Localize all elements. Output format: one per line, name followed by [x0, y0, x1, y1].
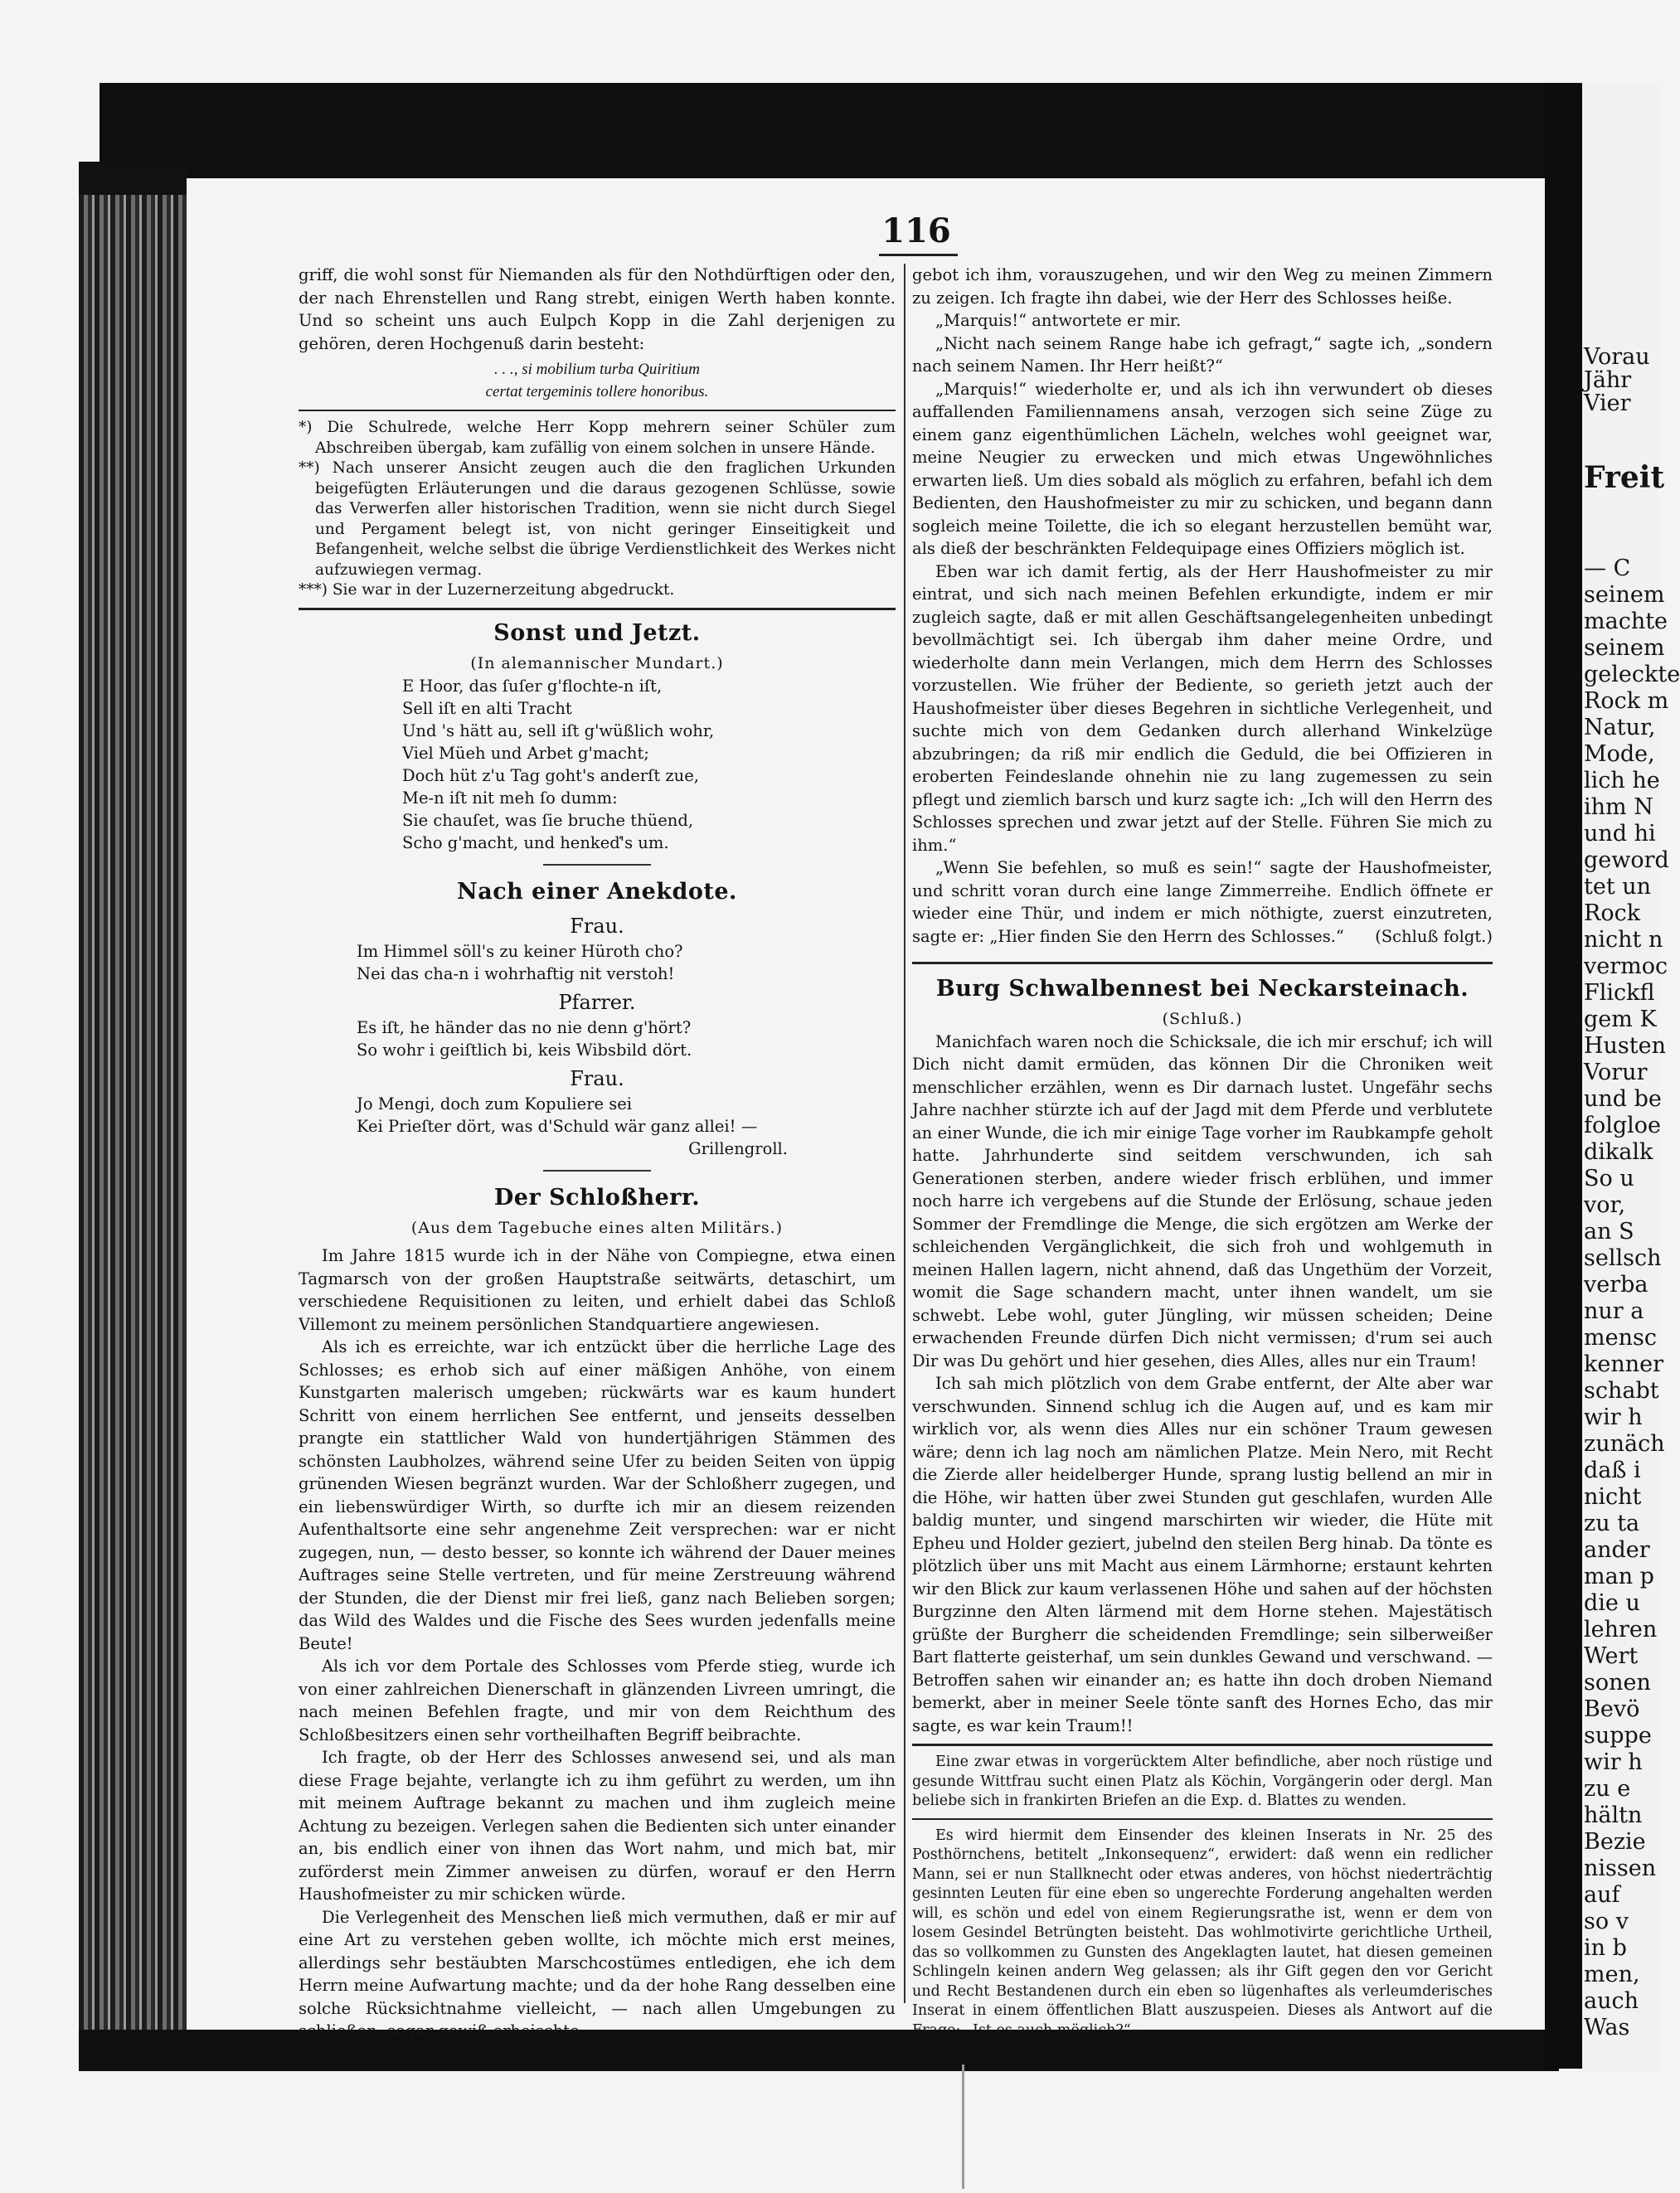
page-number-rule: [879, 254, 958, 256]
edge-fragment-line: Husten: [1584, 1033, 1667, 1059]
poem-line: Es iſt, he händer das no nie denn g'hört?: [357, 1017, 692, 1037]
edge-fragment-line: folgloe: [1584, 1113, 1662, 1138]
edge-fragment-line: vor,: [1584, 1192, 1626, 1218]
edge-fragment-line: Jähr: [1584, 367, 1632, 393]
edge-fragment-line: tet un: [1584, 874, 1652, 900]
edge-fragment-line: wir h: [1584, 1749, 1643, 1775]
edge-fragment-line: lehren: [1584, 1617, 1658, 1642]
edge-fragment-line: — C: [1584, 556, 1631, 581]
edge-fragment-line: an S: [1584, 1219, 1634, 1244]
edge-fragment-line: nur a: [1584, 1298, 1644, 1324]
story-paragraph: gebot ich ihm, vorauszugehen, und wir den Weg zu meinen Zimmern zu zeigen. Ich fragte ihn dabei, wie der Herr des Schlosses heiße.: [912, 265, 1493, 308]
edge-fragment-line: kenner: [1584, 1351, 1664, 1377]
poem-lines: [299, 675, 896, 854]
edge-fragment-line: men,: [1584, 1962, 1640, 1987]
article-subtitle: (Schluß.): [1162, 1009, 1243, 1028]
edge-fragment-line: Was: [1584, 2015, 1630, 2040]
edge-fragment-line: So u: [1584, 1166, 1634, 1191]
edge-fragment-line: Wert: [1584, 1643, 1639, 1669]
speaker: Pfarrer.: [558, 990, 636, 1014]
story-paragraph: Im Jahre 1815 wurde ich in der Nähe von Compiegne, etwa einen Tagmarsch von der großen Hauptstraße seitwärts, detaschirt, um verschiedene Requisitionen zu leiten, und erhielt dabei das Schloß Villemont zu meinem persönlichen Standquartiere angewiesen.: [299, 1246, 896, 1334]
edge-fragment-line: geleckte: [1584, 662, 1680, 687]
footnote: **) Nach unserer Ansicht zeugen auch die den fraglichen Urkunden beigefügten Erläuterungen und die daraus gezogenen Schlüsse, sowie das Verwerfen aller historischen Tradition, wenn sie nicht durch Siegel und Pergament belegt ist, von nicht geringer Einseitigkeit und Befangenheit, welche selbst die übrige Verdienstlichkeit des Werkes nicht aufzuwiegen vermag.: [299, 459, 896, 579]
edge-fragment-line: die u: [1584, 1590, 1640, 1616]
scan-border-right: [1545, 83, 1582, 2069]
edge-fragment-line: Vorur: [1584, 1060, 1648, 1085]
speaker: Frau.: [570, 914, 624, 938]
story-paragraph: Als ich vor dem Portale des Schlosses vom Pferde stieg, wurde ich von einer zahlreichen Dienerschaft in glänzenden Livreen umringt, die nach meinen Befehlen fragte, und mir von dem Reichthum des Schloßbesitzers einen sehr vortheilhaften Begriff beibrachte.: [299, 1657, 896, 1744]
edge-fragment-line: auch: [1584, 1988, 1639, 2014]
story-paragraph: Eben war ich damit fertig, als der Herr Haushofmeister zu mir eintrat, und sich nach meinen Befehlen erkundigte, indem er mir zugleich sagte, daß er mit allen Geschäftsangelegenheiten unbedingt bevollmächtigt sei. Ich übergab ihm daher meine Ordre, und wiederholte dann mein Verlangen, mich dem Herrn des Schlosses vorzustellen. Wie früher der Bediente, so gerieth jetzt auch der Haushofmeister über dieses Begehren in sichtliche Verlegenheit, und suchte mich von dem Gedanken durch allerhand Winkelzüge abzubringen; da riß mir endlich die Geduld, die bei Offizieren in eroberten Feindeslande ohnehin nie zu lang zugemessen zu sein pflegt und ziemlich barsch und kurz sagte ich: „Ich will den Herrn des Schlosses sprechen und zwar jetzt auf der Stelle. Führen Sie mich zu ihm.“: [912, 561, 1493, 855]
edge-fragment-line: nissen: [1584, 1856, 1657, 1881]
story-title: Der Schloßherr.: [493, 1185, 701, 1211]
short-rule: [543, 1170, 651, 1172]
story-paragraph: „Nicht nach seinem Range habe ich gefragt,“ sagte ich, „sondern nach seinem Namen. Ihr Herr heißt?“: [912, 333, 1493, 376]
edge-fragment-line: dikalk: [1584, 1139, 1653, 1165]
next-page-fragment: [1582, 83, 1680, 2073]
story-paragraph: Die Verlegenheit des Menschen ließ mich vermuthen, daß er mir auf eine Art zu verstehen geben wollte, ich möchte mich erst meines, allerdings sehr bestäubten Marschcostümes entledigen, ehe ich dem Herrn meine Aufwartung machte; und da der hohe Rang desselben eine solche Rücksichtnahme vielleicht, — nach allen Umgebungen zu schließen, sogar gewiß erheischte,: [299, 1907, 896, 2040]
story-paragraph: Als ich es erreichte, war ich entzückt über die herrliche Lage des Schlosses; es erhob sich auf einer mäßigen Anhöhe, von einem Kunstgarten malerisch umgeben; rückwärts war es kaum hundert Schritt von einem herrlichen See entfernt, und jenseits desselben prangte ein stattlicher Wald von hundertjährigen Stämmen des schönsten Laubholzes, während seine Ufer zu beiden Seiten von üppig grünenden Wiesen begränzt wurden. War der Schloßherr zugegen, und ein liebenswürdiger Wirth, so durfte ich mir an diesem reizenden Aufenthaltsorte eine sehr angenehme Zeit versprechen: war er nicht zugegen, nun, — desto besser, so konnte ich während der Dauer meines Auftrages seine Stelle vertreten, und für meine Zerstreuung während der Stunden, die der Dienst mir frei ließ, ganz nach Belieben sorgen; das Wild des Waldes und die Fische des Sees wurden jedenfalls meine Beute!: [299, 1337, 896, 1653]
edge-fragment-line: mensc: [1584, 1325, 1657, 1351]
edge-fragment-line: sonen: [1584, 1670, 1651, 1696]
edge-fragment-line: schabt: [1584, 1378, 1659, 1404]
edge-fragment-line: nicht: [1584, 1484, 1642, 1510]
poem-lines: [299, 1016, 896, 1061]
poem-line: Doch hüt z'u Tag goht's anderſt zue,: [402, 765, 699, 785]
edge-fragment-line: und be: [1584, 1086, 1662, 1112]
edge-fragment-line: und hi: [1584, 821, 1656, 847]
section-rule: [299, 608, 896, 610]
footnote: *) Die Schulrede, welche Herr Kopp mehrern seiner Schüler zum Abschreiben übergab, kam zufällig von einem solchen in unsere Hände.: [299, 419, 896, 457]
edge-fragment-line: zu e: [1584, 1776, 1631, 1802]
poem-line: So wohr i geiſtlich bi, keis Wibsbild dört.: [357, 1040, 692, 1060]
poem-lines: [299, 940, 896, 985]
section-rule: [299, 410, 896, 411]
edge-fragment-line: man p: [1584, 1564, 1654, 1589]
edge-fragment-line: daß i: [1584, 1458, 1641, 1483]
left-column: [299, 264, 896, 2043]
section-rule: [912, 962, 1493, 964]
scan-mark: [962, 2064, 964, 2189]
footnote: ***) Sie war in der Luzernerzeitung abgedruckt.: [299, 581, 675, 599]
edge-heading: Freit: [1584, 460, 1665, 495]
short-rule: [543, 864, 651, 866]
scan-border-top: [100, 83, 1559, 178]
edge-fragment-line: seinem: [1584, 582, 1665, 608]
edge-fragment-line: Bevö: [1584, 1696, 1640, 1722]
speaker: Frau.: [570, 1066, 624, 1090]
edge-fragment-line: Bezie: [1584, 1829, 1646, 1855]
article-paragraph: Ich sah mich plötzlich von dem Grabe entfernt, der Alte aber war verschwunden. Sinnend schlug ich die Augen auf, und es kam mir wirklich vor, als wenn dies Alles nur ein schöner Traum gewesen wäre; denn ich lag noch am nämlichen Platze. Mein Nero, mit Recht die Zierde aller heidelberger Hunde, sprang lustig bellend an mir in die Höhe, wir hatten über zwei Stunden gut geschlafen, wurden Alle baldig munter, und singend marschirten wir wieder, die Hüte mit Epheu und Holder geziert, jubelnd den steilen Berg hinab. Da tönte es plötzlich über uns mit Macht aus einem Lärmhorne; erstaunt kehrten wir den Blick zur kaum verlassenen Höhe und sahen auf der höchsten Burgzinne den Alten lärmend mit dem Horne stehen. Majestätisch grüßte der Burgherr die scheidenden Fremdlinge; sein silberweißer Bart flatterte geisterhaf, um sein dunkles Gewand und verschwand. — Betroffen sahen wir einander an; es hatte ihn doch droben Niemand bemerkt, aber in meiner Seele tönte sanft des Hornes Echo, das mir sagte, es war kein Traum!!: [912, 1374, 1493, 1735]
edge-fragment-line: zu ta: [1584, 1511, 1640, 1536]
edge-fragment-line: Rock: [1584, 900, 1641, 926]
edge-fragment-line: verba: [1584, 1272, 1648, 1298]
page-number: 116: [881, 211, 951, 250]
poem-line: Jo Mengi, doch zum Kopuliere sei: [357, 1094, 633, 1113]
signature: Grillengroll.: [688, 1138, 788, 1158]
poem-subtitle: (In alemannischer Mundart.): [470, 653, 724, 672]
poem-line: Nei das cha-n i wohrhaftig nit verstoh!: [357, 963, 675, 983]
poem-title: Nach einer Anekdote.: [457, 878, 737, 905]
edge-fragment-line: ander: [1584, 1537, 1650, 1563]
column-divider: [904, 264, 906, 2003]
story-paragraph: Ich fragte, ob der Herr des Schlosses anwesend sei, und als man diese Frage bejahte, verlangte ich zu ihm geführt zu werden, um ihn mit meinem Auftrage bekannt zu machen und ihm zugleich meine Achtung zu bezeigen. Verlegen sahen die Bedienten sich unter einander an, bis endlich einer von ihnen das Wort nahm, und mich bat, mir zuförderst mein Zimmer anweisen zu dürfen, worauf er den Herrn Haushofmeister zu mir schicken würde.: [299, 1748, 896, 1904]
edge-fragment-line: Natur,: [1584, 715, 1656, 740]
edge-fragment-line: sellsch: [1584, 1245, 1662, 1271]
advertisement: Es wird hiermit dem Einsender des kleinen Inserats in Nr. 25 des Posthörnchens, betitelt „Inkonsequenz“, erwidert: daß wenn ein redlicher Mann, sei er nun Stallknecht oder etwas anderes, von höchst niederträchtig gesinnten Leuten für eine eben so ungerechte Forderung angehalten werden will, es schön und edel von einem Regierungsrathe ist, wenn er dem von losem Gesindel Betrüngten beisteht. Das wohlmotivirte gerichtliche Urtheil, das so vollkommen zu Gunsten des Angeklagten lautet, hat diesen gemeinen Schlingeln keinen andern Weg gelassen; als ihr Gift gegen den vor Gericht und Recht Bestandenen durch ein eben so lügenhaftes als verleumderisches Inserat in einem öffentlichen Blatt auszuspeien. Dieses als Antwort auf die Frage: „Ist es auch möglich?“ —: [912, 1827, 1493, 2039]
story-paragraph: „Marquis!“ wiederholte er, und als ich ihn verwundert ob dieses auffallenden Familiennamens ansah, verzogen sich seine Züge zu einem ganz eigenthümlichen Lächeln, welches wohl geeignet war, meine Neugier zu erwecken und mich etwas Ungewöhnliches erwarten ließ. Um dies sobald als möglich zu erfahren, befahl ich dem Bedienten, den Haushofmeister zu mir zu schicken, und begann dann sogleich meine Toilette, die ich so elegant herzustellen bemüht war, als dieß der beschränkten Feldequipage eines Offiziers möglich ist.: [912, 379, 1493, 558]
story-paragraph: „Marquis!“ antwortete er mir.: [935, 311, 1182, 330]
advertisement: Eine zwar etwas in vorgerücktem Alter befindliche, aber noch rüstige und gesunde Wittfrau sucht einen Platz als Köchin, Vorgängerin oder dergl. Man beliebe sich in frankirten Briefen an die Exp. d. Blattes zu wenden.: [912, 1754, 1493, 1809]
edge-fragment-line: Vorau: [1584, 344, 1650, 370]
section-rule: [912, 1818, 1493, 1820]
poem-line: Kei Prieſter dört, was d'Schuld wär ganz allei! —: [357, 1116, 758, 1136]
edge-fragment-line: geword: [1584, 847, 1669, 873]
edge-fragment-line: wir h: [1584, 1405, 1643, 1430]
poem-lines: [299, 1093, 896, 1138]
edge-fragment-line: Flickfl: [1584, 980, 1655, 1006]
article-paragraph: Manichfach waren noch die Schicksale, die ich mir erschuf; ich will Dich nicht damit ermüden, das können Dir die Chroniken weit menschlicher erzählen, wenn es Dir darnach lustet. Ungefähr sechs Jahre nachher stürzte ich auf der Jagd mit dem Pferde und verblutete an einer Wunde, die ich mir einige Tage vorher im Raubkampfe geholt hatte. Jahrhunderte sind seitdem verschwunden, ich sah Generationen sterben, andere wieder frisch erblühen, und immer noch harre ich vergebens auf die Stunde der Erlösung, schaue jeden Sommer der Fremdlinge die Menge, die sich ergötzen am Werke der schleichenden Vergänglichkeit, die sich froh und wohlgemuth in meinen Hallen lagern, nicht ahnend, daß das Ungethüm der Vorzeit, womit die Sage schandern macht, unter ihnen wandelt, um sie schwebt. Lebe wohl, guter Jüngling, wir müssen scheiden; Deine erwachenden Freunde dürfen Dich nicht vermissen; d'rum sei auch Dir was Du gehört und hier gesehen, dies Alles, alles nur ein Traum!: [912, 1031, 1493, 1371]
story-subtitle: (Aus dem Tagebuche eines alten Militärs.): [410, 1219, 784, 1237]
poem-line: Sie chauſet, was ſie bruche thüend,: [402, 810, 694, 830]
story-paragraph: „Wenn Sie befehlen, so muß es sein!“ sagte der Haushofmeister, und schritt voran durch eine lange Zimmerreihe. Endlich öffnete er wieder eine Thür, und indem er mich nöthigte, zuerst einzutreten, sagte er: „Hier finden Sie den Herrn des Schlosses.“: [912, 858, 1493, 946]
edge-fragment-line: Vier: [1584, 391, 1631, 416]
edge-fragment-line: in b: [1584, 1935, 1627, 1961]
poem-line: Me-n iſt nit meh ſo dumm:: [402, 788, 618, 808]
poem-line: Und 's hätt au, sell iſt g'wüßlich wohr,: [402, 720, 715, 740]
edge-fragment-line: suppe: [1584, 1723, 1652, 1749]
edge-fragment-line: lich he: [1584, 768, 1660, 793]
edge-fragment-line: machte: [1584, 609, 1668, 634]
edge-fragment-line: seinem: [1584, 635, 1665, 661]
edge-fragment-line: gem K: [1584, 1007, 1657, 1032]
scan-border-corner: [79, 162, 187, 195]
poem-line: Sell iſt en alti Tracht: [402, 698, 572, 718]
article-title: Burg Schwalbennest bei Neckarsteinach.: [935, 975, 1469, 1002]
book-gutter: [79, 170, 187, 2044]
latin-quote-line: . . ., si mobilium turba Quiritium: [493, 361, 701, 378]
edge-fragment-line: zunäch: [1584, 1431, 1665, 1457]
edge-fragment-line: vermoc: [1584, 953, 1668, 979]
continued-note: (Schluß folgt.): [1375, 927, 1493, 946]
edge-fragment-line: Rock m: [1584, 688, 1669, 714]
poem-line: Scho g'macht, und henkeď's um.: [402, 832, 669, 852]
poem-title: Sonst und Jetzt.: [493, 619, 701, 646]
edge-fragment-line: nicht n: [1584, 927, 1663, 953]
right-column: [912, 264, 1493, 2040]
continuation-paragraph: griff, die wohl sonst für Niemanden als für den Nothdürftigen oder den, der nach Ehrenstellen und Rang strebt, einigen Werth haben konnte. Und so scheint uns auch Eulpch Kopp in die Zahl derjenigen zu gehören, deren Hochgenuß darin besteht:: [299, 265, 896, 353]
poem-line: E Hoor, das ſuſer g'flochte-n iſt,: [402, 676, 663, 696]
edge-fragment-line: auf: [1584, 1882, 1620, 1908]
edge-fragment-line: hältn: [1584, 1802, 1643, 1828]
poem-line: Viel Müeh und Arbet g'macht;: [402, 743, 649, 763]
edge-fragment-line: so v: [1584, 1909, 1629, 1934]
poem-line: Im Himmel söll's zu keiner Hüroth cho?: [357, 941, 683, 961]
section-rule: [912, 1744, 1493, 1746]
latin-quote-line: certat tergeminis tollere honoribus.: [485, 383, 709, 400]
edge-fragment-line: ihm N: [1584, 794, 1653, 820]
edge-fragment-line: Mode,: [1584, 741, 1655, 767]
